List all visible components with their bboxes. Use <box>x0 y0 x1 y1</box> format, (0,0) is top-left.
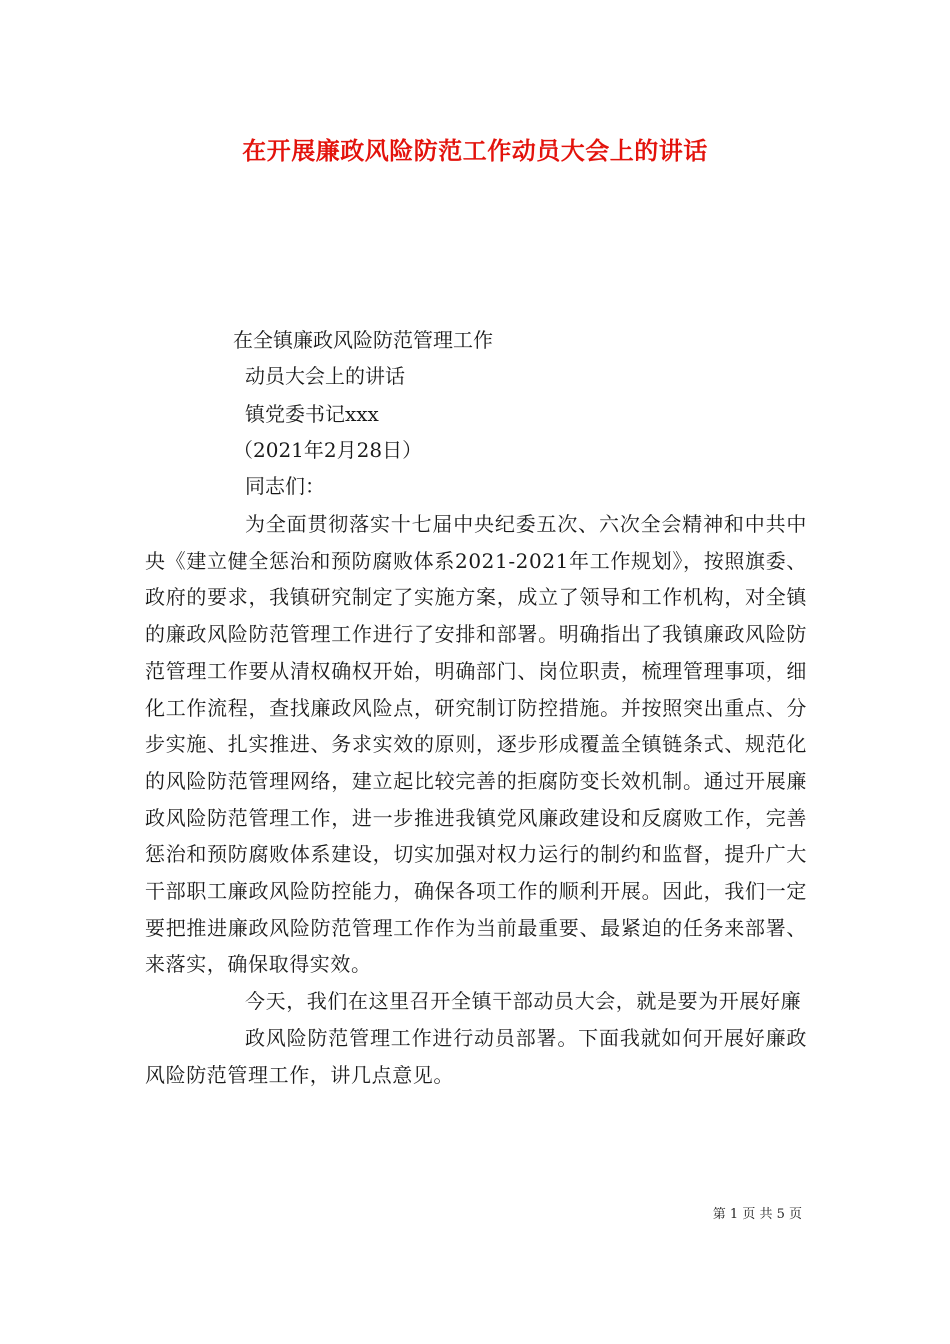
document-title: 在开展廉政风险防范工作动员大会上的讲话 <box>242 137 708 165</box>
body-text <box>145 506 807 1093</box>
paragraph-2: 今天，我们在这里召开全镇干部动员大会，就是要为开展好廉 <box>245 989 802 1014</box>
author-line: 镇党委书记xxx <box>245 402 379 426</box>
salutation: 同志们： <box>245 474 325 498</box>
paragraph-3: 政风险防范管理工作进行动员部署。下面我就如何开展好廉政风险防范管理工作，讲几点意见。 <box>145 1025 807 1087</box>
date-line: （2021年2月28日） <box>233 438 423 462</box>
page-number: 第 1 页 共 5 页 <box>712 1207 802 1222</box>
header-line-2: 动员大会上的讲话 <box>245 364 405 388</box>
header-line-1: 在全镇廉政风险防范管理工作 <box>233 328 493 352</box>
paragraph-1: 为全面贯彻落实十七届中央纪委五次、六次全会精神和中共中央《建立健全惩治和预防腐败体系2021-2021年工作规划》，按照旗委、政府的要求，我镇研究制定了实施方案，成立了领导和工作机构，对全镇的廉政风险防范管理工作进行了安排和部署。明确指出了我镇廉政风险防范管理工作要从清权确权开始，明确部门、岗位职责，梳理管理事项，细化工作流程，查找廉政风险点，研究制订防控措施。并按照突出重点、分步实施、扎实推进、务求实效的原则，逐步形成覆盖全镇链条式、规范化的风险防范管理网络，建立起比较完善的拒腐防变长效机制。通过开展廉政风险防范管理工作，进一步推进我镇党风廉政建设和反腐败工作，完善惩治和预防腐败体系建设，切实加强对权力运行的制约和监督，提升广大干部职工廉政风险防控能力，确保各项工作的顺利开展。因此，我们一定要把推进廉政风险防范管理工作作为当前最重要、最紧迫的任务来部署、来落实，确保取得实效。 <box>145 512 807 977</box>
